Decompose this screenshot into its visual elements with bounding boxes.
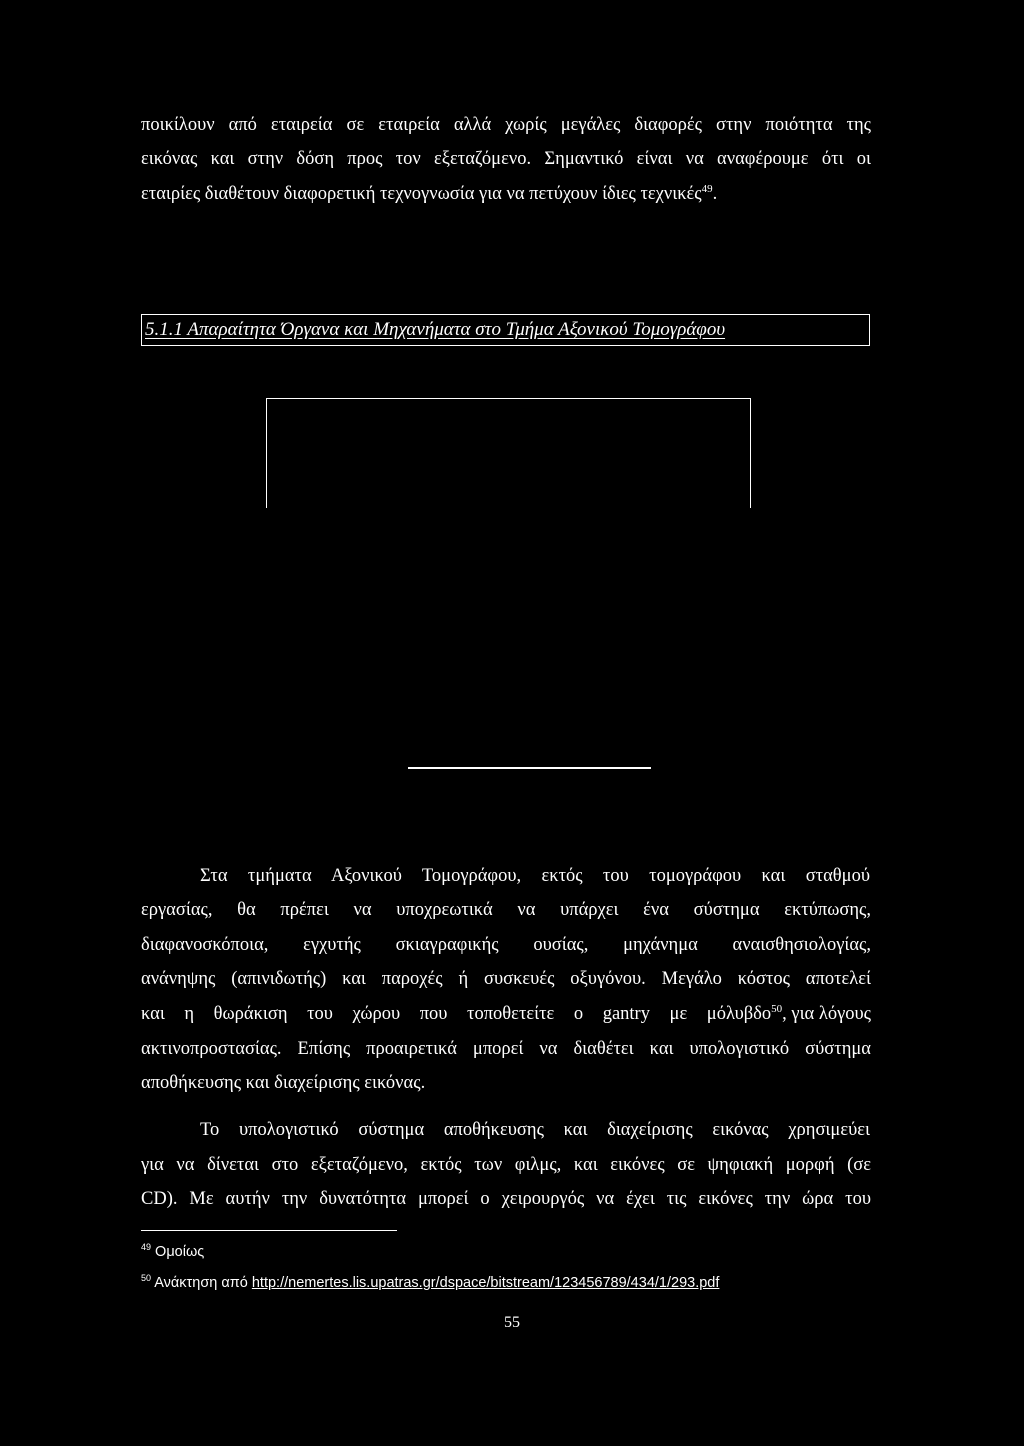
- footnote-49: [141, 1243, 204, 1261]
- footnote-50: [141, 1274, 719, 1292]
- figure-frame: [266, 398, 751, 508]
- footnote-ref-49[interactable]: 49: [701, 182, 713, 195]
- footnote-49-text: Ομοίως: [155, 1244, 205, 1260]
- footnote-50-link[interactable]: http://nemertes.lis.upatras.gr/dspace/bitstream/123456789/434/1/293.pdf: [251, 1275, 720, 1291]
- body-p2-line-2: για να δίνεται στο εξεταζόμενο, εκτός των φιλμς, και εικόνες σε ψηφιακή μορφή (σε: [141, 1155, 871, 1175]
- intro-line-2: εικόνας και στην δόση προς τον εξεταζόμενο. Σημαντικό είναι να αναφέρουμε ότι οι: [141, 149, 871, 169]
- body-p1-line-7: αποθήκευσης και διαχείρισης εικόνας.: [141, 1073, 426, 1093]
- intro-line-1: ποικίλουν από εταιρεία σε εταιρεία αλλά χωρίς μεγάλες διαφορές στην ποιότητα της: [141, 115, 871, 135]
- footnote-49-num: 49: [141, 1242, 152, 1253]
- page-number: 55: [504, 1314, 520, 1331]
- footnote-rule: [141, 1230, 397, 1231]
- intro-line-3-text: εταιρίες διαθέτουν διαφορετική τεχνογνωσία για να πετύχουν ίδιες τεχνικές: [141, 184, 702, 204]
- footnote-50-text: Ανάκτηση από: [154, 1275, 252, 1291]
- section-heading: 5.1.1 Απαραίτητα Όργανα και Μηχανήματα στο Τμήμα Αξονικού Τομογράφου: [145, 319, 726, 340]
- body-p1-line-6: ακτινοπροστασίας. Επίσης προαιρετικά μπορεί να διαθέτει και υπολογιστικό σύστημα: [141, 1039, 871, 1059]
- intro-line-3: [141, 182, 871, 206]
- body-p1-line-5-tail: $^{50}$, για λόγους: [771, 1002, 871, 1024]
- intro-line-3-end: .: [712, 184, 718, 204]
- body-p1-line-2: εργασίας, θα πρέπει να υποχρεωτικά να υπάρχει ένα σύστημα εκτύπωσης,: [141, 900, 871, 920]
- footnote-50-num: 50: [141, 1273, 152, 1284]
- body-p1-line-5: [141, 1002, 871, 1026]
- body-p1-line-3: διαφανοσκόποια, εγχυτής σκιαγραφικής ουσίας, μηχάνημα αναισθησιολογίας,: [141, 935, 871, 955]
- body-p2-line-3: CD). Με αυτήν την δυνατότητα μπορεί ο χειρουργός να έχει τις εικόνες την ώρα του: [141, 1189, 871, 1209]
- section-heading-box: [141, 314, 870, 346]
- body-p1-line-5-a: και η θωράκιση του χώρου που τοποθετείτε ο gantry με μόλυβδο: [141, 1004, 772, 1024]
- body-p2-line-1: Το υπολογιστικό σύστημα αποθήκευσης και διαχείρισης εικόνας χρησιμεύει: [200, 1120, 870, 1140]
- figure-bottom-line: [408, 767, 651, 769]
- body-p1-line-1: Στα τμήματα Αξονικού Τομογράφου, εκτός του τομογράφου και σταθμού: [200, 866, 870, 886]
- footnote-ref-50[interactable]: 50: [771, 1002, 783, 1015]
- body-p1-line-4: ανάνηψης (απινιδωτής) και παροχές ή συσκευές οξυγόνου. Μεγάλο κόστος αποτελεί: [141, 969, 871, 989]
